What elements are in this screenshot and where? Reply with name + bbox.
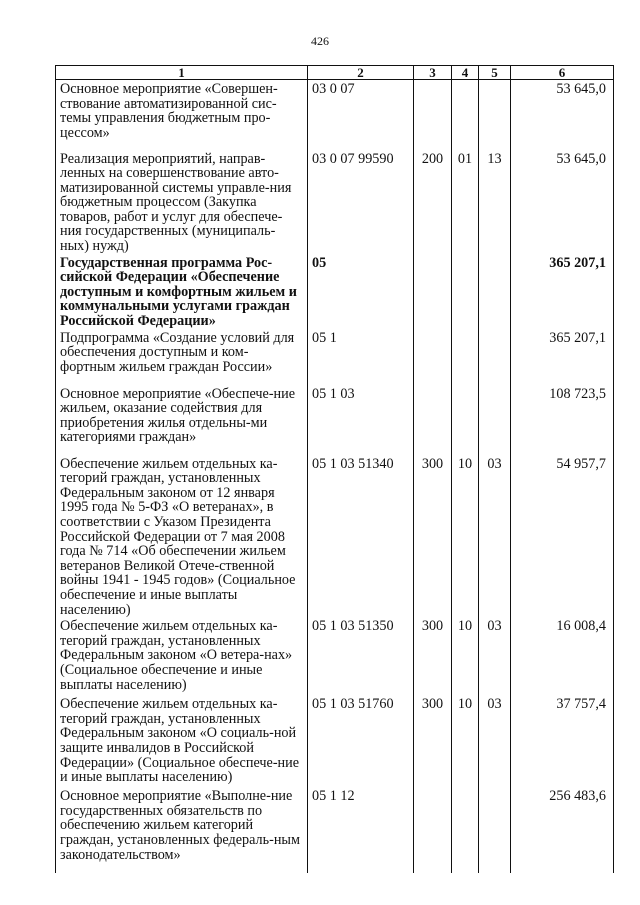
- row-amount: 365 207,1: [511, 329, 614, 385]
- row-type: [414, 254, 452, 329]
- row-subsection: [479, 254, 511, 329]
- row-type: [414, 385, 452, 455]
- table-row: [56, 329, 614, 385]
- row-name: Реализация мероприятий, направ-ленных на совершенствование авто-матизированной системы управле-ния бюджетным процессом (Закупка товаров, работ и услуг для обеспече-ния государственных (муниципаль-ных) нужд): [56, 150, 308, 254]
- row-type: 200: [414, 150, 452, 254]
- row-subsection: 03: [479, 695, 511, 787]
- header-col-5: 5: [479, 66, 511, 80]
- row-amount: 53 645,0: [511, 80, 614, 150]
- row-type: [414, 787, 452, 873]
- row-type: 300: [414, 695, 452, 787]
- row-code: 05 1: [308, 329, 414, 385]
- header-col-3: 3: [414, 66, 452, 80]
- row-amount: 16 008,4: [511, 617, 614, 695]
- table-row: [56, 695, 614, 787]
- row-code: 05 1 03 51340: [308, 455, 414, 618]
- row-subsection: [479, 787, 511, 873]
- table-row: [56, 455, 614, 618]
- header-row: [56, 66, 614, 80]
- row-section: 10: [452, 695, 479, 787]
- row-section: 01: [452, 150, 479, 254]
- row-type: [414, 80, 452, 150]
- row-subsection: [479, 80, 511, 150]
- header-col-4: 4: [452, 66, 479, 80]
- row-name: Основное мероприятие «Выполне-ние государственных обязательств по обеспечению жильем категорий граждан, установленных федераль-ным законодательством»: [56, 787, 308, 873]
- row-name: Обеспечение жильем отдельных ка-тегорий граждан, установленных Федеральным законом от 12 января 1995 года № 5-ФЗ «О ветеранах», в соответствии с Указом Президента Российской Федерации от 7 мая 2008 года № 714 «Об обеспечении жильем ветеранов Великой Отече-ственной войны 1941 - 1945 годов» (Социальное обеспечение и иные выплаты населению): [56, 455, 308, 618]
- row-section: [452, 385, 479, 455]
- row-code: 03 0 07: [308, 80, 414, 150]
- row-subsection: [479, 385, 511, 455]
- budget-table: [55, 65, 614, 873]
- table-row: [56, 385, 614, 455]
- table-row: [56, 150, 614, 254]
- page-number: 426: [311, 34, 329, 48]
- row-section: [452, 80, 479, 150]
- row-code: 05 1 12: [308, 787, 414, 873]
- row-code: 05 1 03 51760: [308, 695, 414, 787]
- table-row: [56, 787, 614, 873]
- table-row: [56, 80, 614, 150]
- row-subsection: [479, 329, 511, 385]
- row-subsection: 03: [479, 455, 511, 618]
- row-subsection: 13: [479, 150, 511, 254]
- row-name: Государственная программа Рос-сийской Федерации «Обеспечение доступным и комфортным жильем и коммунальными услугами граждан Российской Федерации»: [56, 254, 308, 329]
- row-name: Подпрограмма «Создание условий для обеспечения доступным и ком-фортным жильем граждан России»: [56, 329, 308, 385]
- row-code: 03 0 07 99590: [308, 150, 414, 254]
- row-amount: 53 645,0: [511, 150, 614, 254]
- table-row: [56, 617, 614, 695]
- row-name: Основное мероприятие «Обеспече-ние жильем, оказание содействия для приобретения жилья отдельны-ми категориями граждан»: [56, 385, 308, 455]
- row-section: [452, 329, 479, 385]
- row-name: Обеспечение жильем отдельных ка-тегорий граждан, установленных Федеральным законом «О ветера-нах» (Социальное обеспечение и иные выплаты населению): [56, 617, 308, 695]
- row-name: Основное мероприятие «Совершен-ствование автоматизированной сис-темы управления бюджетным про-цессом»: [56, 80, 308, 150]
- row-section: 10: [452, 455, 479, 618]
- row-subsection: 03: [479, 617, 511, 695]
- row-amount: 108 723,5: [511, 385, 614, 455]
- row-type: 300: [414, 617, 452, 695]
- row-code: 05: [308, 254, 414, 329]
- row-code: 05 1 03: [308, 385, 414, 455]
- row-amount: 256 483,6: [511, 787, 614, 873]
- row-type: [414, 329, 452, 385]
- row-amount: 365 207,1: [511, 254, 614, 329]
- row-name: Обеспечение жильем отдельных ка-тегорий граждан, установленных Федеральным законом «О социаль-ной защите инвалидов в Российской Федерации» (Социальное обеспече-ние и иные выплаты населению): [56, 695, 308, 787]
- row-amount: 37 757,4: [511, 695, 614, 787]
- header-col-2: 2: [308, 66, 414, 80]
- row-section: [452, 787, 479, 873]
- header-col-1: 1: [56, 66, 308, 80]
- row-section: [452, 254, 479, 329]
- header-col-6: 6: [511, 66, 614, 80]
- row-code: 05 1 03 51350: [308, 617, 414, 695]
- table-row: [56, 254, 614, 329]
- row-section: 10: [452, 617, 479, 695]
- row-amount: 54 957,7: [511, 455, 614, 618]
- row-type: 300: [414, 455, 452, 618]
